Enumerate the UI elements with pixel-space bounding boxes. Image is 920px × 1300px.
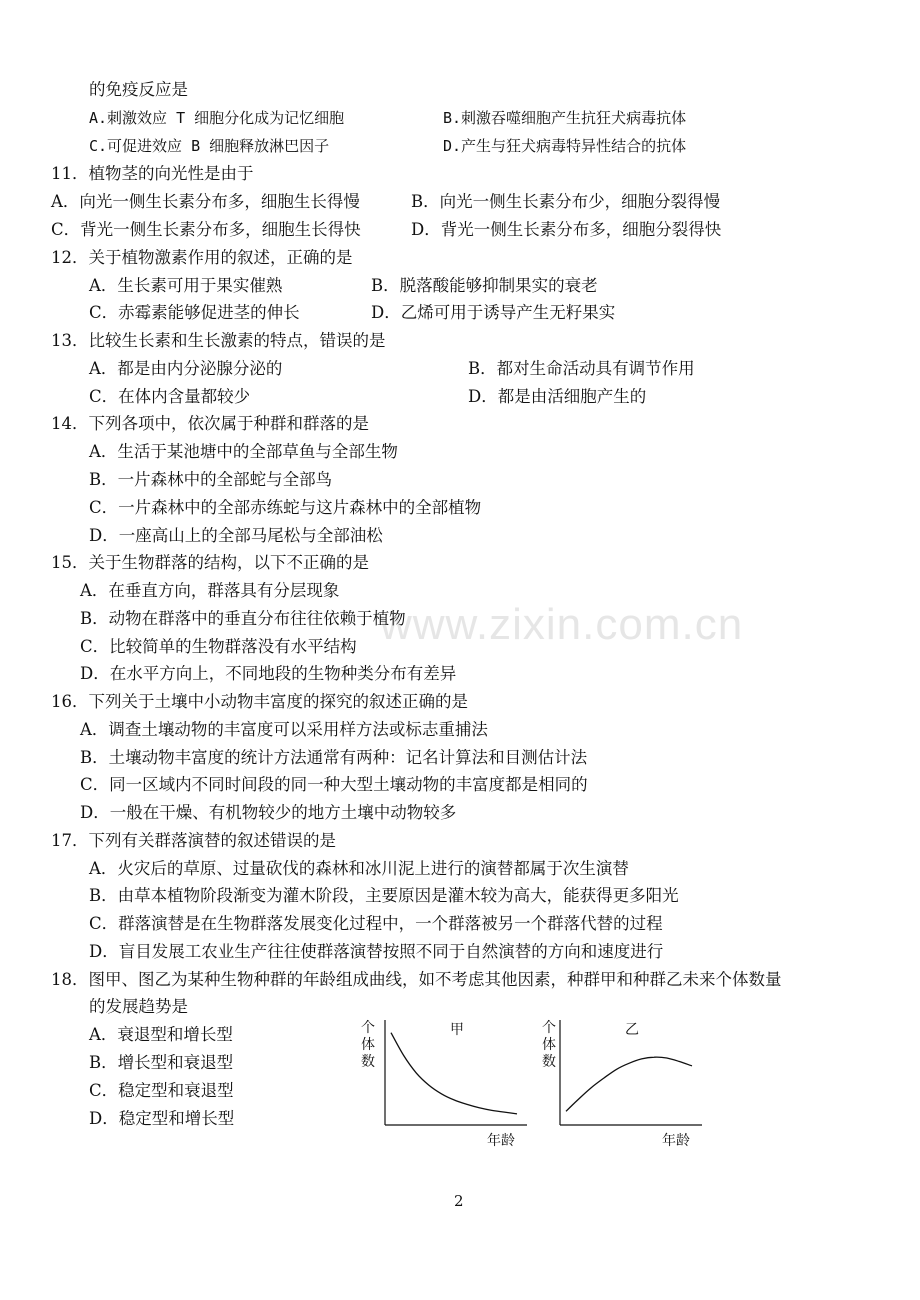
chart-jia-title: 甲 [450,1022,464,1038]
q18-stem-line2: 的发展趋势是 [89,997,188,1016]
q14-option-b: B．一片森林中的全部蛇与全部鸟 [89,470,333,489]
chart-jia-series-line [391,1033,517,1114]
q14-option-a: A．生活于某池塘中的全部草鱼与全部生物 [89,442,398,461]
q15-option-b: B．动物在群落中的垂直分布往往依赖于植物 [80,609,406,628]
q18-option-a: A．衰退型和增长型 [89,1025,233,1044]
q13-stem: 13．比较生长素和生长激素的特点，错误的是 [51,331,386,350]
chart-yi-series-line [566,1057,692,1111]
q17-option-a: A．火灾后的草原、过量砍伐的森林和冰川泥上进行的演替都属于次生演替 [89,859,629,878]
q10-option-d: D.产生与狂犬病毒特异性结合的抗体 [443,137,687,155]
q12-option-c: C．赤霉素能够促进茎的伸长 [89,303,300,322]
q17-option-b: B．由草本植物阶段渐变为灌木阶段，主要原因是灌木较为高大，能获得更多阳光 [89,886,679,905]
q15-stem: 15．关于生物群落的结构，以下不正确的是 [51,553,369,572]
q10-option-a: A.刺激效应 T 细胞分化成为记忆细胞 [89,109,345,127]
q10-option-b: B.刺激吞噬细胞产生抗狂犬病毒抗体 [443,109,687,127]
q13-option-c: C．在体内含量都较少 [89,387,251,406]
chart-jia-ylabel: 个体数 [361,1020,375,1070]
q18-option-d: D．稳定型和增长型 [89,1109,235,1128]
q11-stem: 11．植物茎的向光性是由于 [51,164,254,183]
q18-stem-line1: 18．图甲、图乙为某种生物种群的年龄组成曲线，如不考虑其他因素，种群甲和种群乙未来个体数量 [51,970,782,989]
watermark: www.zixin.com.cn [380,600,744,649]
q18-option-c: C．稳定型和衰退型 [89,1081,234,1100]
q15-option-d: D．在水平方向上，不同地段的生物种类分布有差异 [80,664,457,683]
chart-yi [530,1010,710,1155]
q14-option-d: D．一座高山上的全部马尾松与全部油松 [89,526,383,545]
q13-option-d: D．都是由活细胞产生的 [468,387,647,406]
q17-option-c: C．群落演替是在生物群落发展变化过程中，一个群落被另一个群落代替的过程 [89,914,663,933]
q10-option-c: C.可促进效应 B 细胞释放淋巴因子 [89,137,330,155]
chart-yi-title: 乙 [625,1022,639,1038]
q17-stem: 17．下列有关群落演替的叙述错误的是 [51,831,336,850]
q15-option-c: C．比较简单的生物群落没有水平结构 [80,637,357,656]
q18-option-b: B．增长型和衰退型 [89,1053,234,1072]
q16-option-d: D．一般在干燥、有机物较少的地方土壤中动物较多 [80,803,457,822]
chart-yi-ylabel: 个体数 [542,1020,556,1070]
q16-option-a: A．调查土壤动物的丰富度可以采用样方法或标志重捕法 [80,720,488,739]
q13-option-a: A．都是由内分泌腺分泌的 [89,359,283,378]
q16-stem: 16．下列关于土壤中小动物丰富度的探究的叙述正确的是 [51,692,468,711]
q16-option-b: B．土壤动物丰富度的统计方法通常有两种：记名计算法和目测估计法 [80,748,588,767]
chart-jia [355,1010,535,1155]
q12-option-a: A．生长素可用于果实催熟 [89,276,283,295]
chart-jia-xlabel: 年龄 [487,1133,515,1149]
chart-yi-xlabel: 年龄 [662,1133,690,1149]
q12-option-d: D．乙烯可用于诱导产生无籽果实 [371,303,616,322]
page-number: 2 [454,1192,464,1210]
q17-option-d: D．盲目发展工农业生产往往使群落演替按照不同于自然演替的方向和速度进行 [89,942,664,961]
q16-option-c: C．同一区域内不同时间段的同一种大型土壤动物的丰富度都是相同的 [80,775,588,794]
q13-option-b: B．都对生命活动具有调节作用 [468,359,695,378]
q14-option-c: C．一片森林中的全部赤练蛇与这片森林中的全部植物 [89,498,482,517]
q10-stem-tail: 的免疫反应是 [89,80,188,99]
q14-stem: 14．下列各项中，依次属于种群和群落的是 [51,414,369,433]
q11-option-a: A．向光一侧生长素分布多，细胞生长得慢 [51,192,360,211]
q15-option-a: A．在垂直方向，群落具有分层现象 [80,581,340,600]
q11-option-c: C．背光一侧生长素分布多，细胞生长得快 [51,220,361,239]
q12-stem: 12．关于植物激素作用的叙述，正确的是 [51,248,353,267]
q12-option-b: B．脱落酸能够抑制果实的衰老 [371,276,598,295]
q11-option-b: B．向光一侧生长素分布少，细胞分裂得慢 [411,192,721,211]
q11-option-d: D．背光一侧生长素分布多，细胞分裂得快 [411,220,722,239]
